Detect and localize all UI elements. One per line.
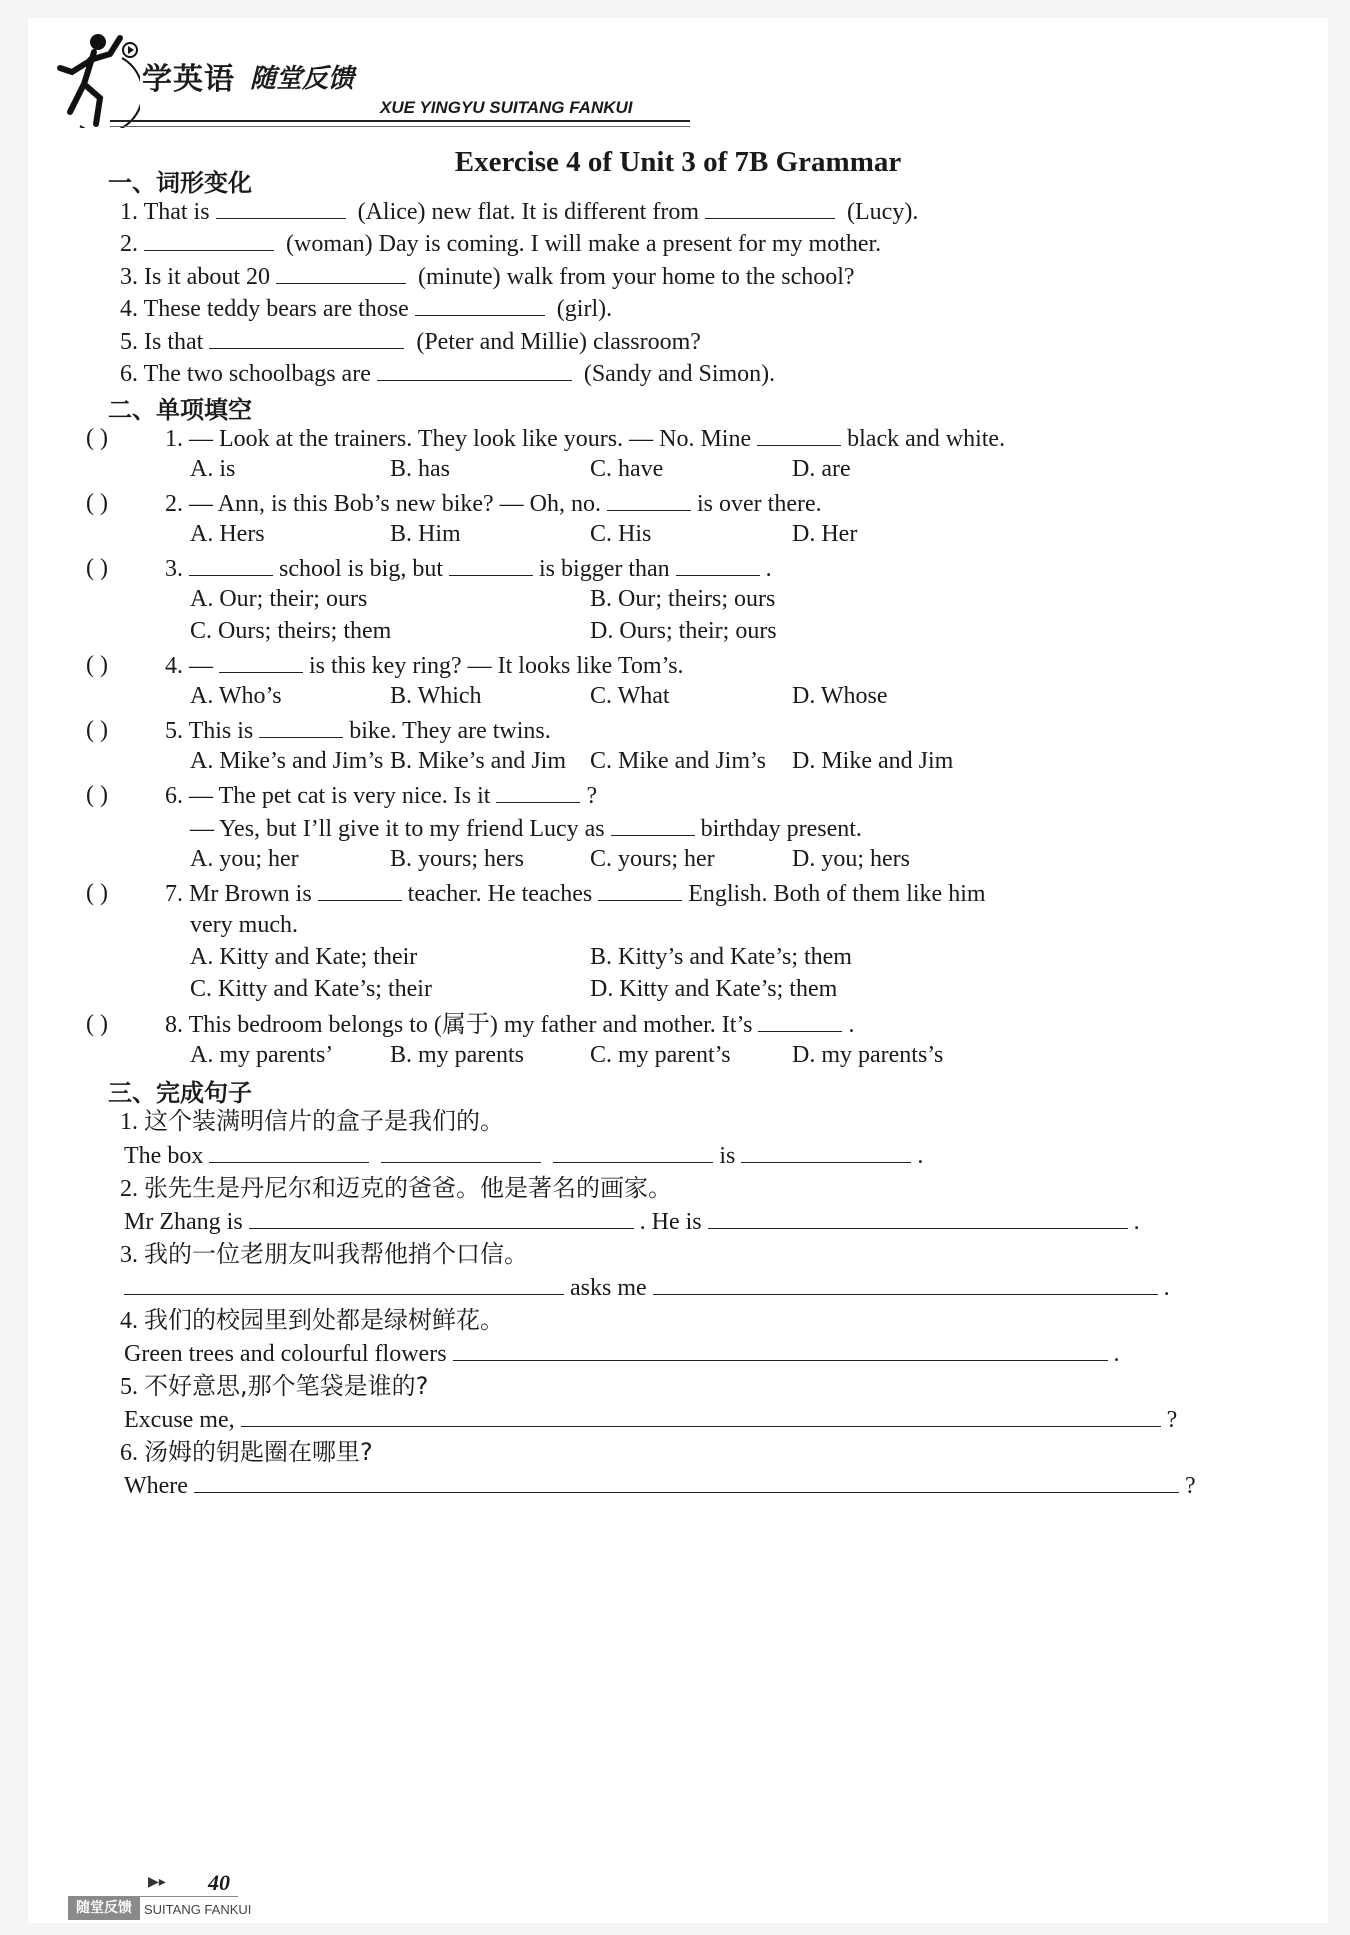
option-d[interactable]: D. are xyxy=(792,456,851,482)
translate-item-2-cn xyxy=(120,1173,672,1204)
question-text: ? xyxy=(586,783,598,809)
part1-item-5 xyxy=(120,326,701,357)
answer-blank[interactable] xyxy=(449,553,533,576)
answer-blank[interactable] xyxy=(708,1206,1128,1229)
question-text: 5. This is xyxy=(165,718,254,744)
question-text: . xyxy=(765,556,772,582)
answer-blank[interactable] xyxy=(553,1140,713,1163)
option-b[interactable]: B. Him xyxy=(390,521,461,547)
answer-blank[interactable] xyxy=(249,1206,634,1229)
answer-blank[interactable] xyxy=(496,780,580,803)
mc-question-6-line-2 xyxy=(190,813,862,844)
part1-item-6 xyxy=(120,358,775,389)
item-text: . xyxy=(917,1143,924,1169)
page-header xyxy=(50,28,690,138)
option-d[interactable]: D. my parents’s xyxy=(792,1042,944,1068)
answer-paren[interactable]: ( ) xyxy=(86,717,108,743)
option-b[interactable]: B. Our; theirs; ours xyxy=(590,586,776,612)
option-b[interactable]: B. has xyxy=(390,456,450,482)
option-a[interactable]: A. Kitty and Kate; their xyxy=(190,944,418,970)
chinese-sentence: 这个装满明信片的盒子是我们的。 xyxy=(144,1107,504,1135)
section-2-heading: 二、单项填空 xyxy=(108,396,252,424)
answer-paren[interactable]: ( ) xyxy=(86,555,108,581)
double-arrow-icon: ▶▸ xyxy=(148,1875,166,1890)
translate-item-6-cn xyxy=(120,1437,373,1468)
option-c[interactable]: C. have xyxy=(590,456,664,482)
mc-question-4 xyxy=(165,650,684,681)
part1-item-3 xyxy=(120,261,855,292)
mc-question-2 xyxy=(165,488,822,519)
option-b[interactable]: B. my parents xyxy=(390,1042,524,1068)
question-text: birthday present. xyxy=(700,816,862,842)
answer-blank[interactable] xyxy=(318,878,402,901)
option-d[interactable]: D. Kitty and Kate’s; them xyxy=(590,976,838,1002)
option-b[interactable]: B. Mike’s and Jim xyxy=(390,748,567,774)
option-a[interactable]: A. you; her xyxy=(190,846,299,872)
footer-badge: 随堂反馈 xyxy=(68,1896,140,1920)
translate-item-3-cn xyxy=(120,1239,528,1270)
option-d[interactable]: D. Mike and Jim xyxy=(792,748,954,774)
mc-question-7 xyxy=(165,878,986,909)
translate-item-4-en xyxy=(124,1338,1120,1369)
question-text: English. Both of them like him xyxy=(688,881,986,907)
translate-item-5-en xyxy=(124,1404,1177,1435)
option-b[interactable]: B. Kitty’s and Kate’s; them xyxy=(590,944,852,970)
answer-paren[interactable]: ( ) xyxy=(86,652,108,678)
option-c[interactable]: C. Ours; theirs; them xyxy=(190,618,392,644)
mc-question-3 xyxy=(165,553,772,584)
item-text: (Peter and Millie) classroom? xyxy=(416,329,701,355)
option-a[interactable]: A. Who’s xyxy=(190,683,282,709)
worksheet-page xyxy=(28,18,1328,1923)
item-number: 3. xyxy=(120,264,138,290)
item-number: 6. xyxy=(120,1440,138,1466)
header-rule xyxy=(110,120,690,122)
translate-item-6-en xyxy=(124,1470,1196,1501)
question-text: — Yes, but I’ll give it to my friend Lucy as xyxy=(190,816,605,842)
page-number: 40 xyxy=(208,1870,230,1895)
question-text: teacher. He teaches xyxy=(407,881,593,907)
question-text: 8. This bedroom belongs to (属于) my father and mother. It’s xyxy=(165,1012,753,1038)
option-a[interactable]: A. my parents’ xyxy=(190,1042,334,1068)
answer-blank[interactable] xyxy=(757,423,841,446)
option-c[interactable]: C. His xyxy=(590,521,652,547)
question-text: 2. — Ann, is this Bob’s new bike? — Oh, no. xyxy=(165,491,601,517)
answer-blank[interactable] xyxy=(259,715,343,738)
answer-blank[interactable] xyxy=(607,488,691,511)
question-text: . xyxy=(848,1012,855,1038)
answer-blank[interactable] xyxy=(194,1470,1179,1493)
question-text: is bigger than xyxy=(539,556,670,582)
item-number: 5. xyxy=(120,329,138,355)
translate-item-2-en xyxy=(124,1206,1140,1237)
option-a[interactable]: A. Mike’s and Jim’s xyxy=(190,748,384,774)
section-1-heading: 一、词形变化 xyxy=(108,169,252,197)
item-text: is xyxy=(719,1143,736,1169)
answer-blank[interactable] xyxy=(453,1338,1108,1361)
option-c[interactable]: C. my parent’s xyxy=(590,1042,731,1068)
answer-blank[interactable] xyxy=(216,196,346,219)
item-text: Is it about 20 xyxy=(144,264,270,290)
question-text: 6. — The pet cat is very nice. Is it xyxy=(165,783,491,809)
item-number: 2. xyxy=(120,231,138,257)
part1-item-4 xyxy=(120,293,612,324)
item-text: Excuse me, xyxy=(124,1407,235,1433)
runner-logo-icon xyxy=(50,28,140,128)
mc-question-5 xyxy=(165,715,551,746)
item-text: . xyxy=(1113,1341,1120,1367)
chinese-sentence: 张先生是丹尼尔和迈克的爸爸。他是著名的画家。 xyxy=(144,1174,672,1202)
answer-blank[interactable] xyxy=(381,1140,541,1163)
item-number: 4. xyxy=(120,1308,138,1334)
answer-blank[interactable] xyxy=(209,326,404,349)
item-text: That is xyxy=(143,199,210,225)
option-a[interactable]: A. is xyxy=(190,456,236,482)
answer-blank[interactable] xyxy=(741,1140,911,1163)
mc-question-1 xyxy=(165,423,1005,454)
answer-blank[interactable] xyxy=(598,878,682,901)
answer-blank[interactable] xyxy=(653,1272,1158,1295)
item-number: 2. xyxy=(120,1176,138,1202)
answer-blank[interactable] xyxy=(415,293,545,316)
question-text: school is big, but xyxy=(279,556,444,582)
mc-question-7-line-2: very much. xyxy=(190,912,298,938)
item-text: ? xyxy=(1166,1407,1178,1433)
answer-blank[interactable] xyxy=(276,261,406,284)
item-text: The box xyxy=(124,1143,204,1169)
item-text: (girl). xyxy=(556,296,613,322)
page-title: Exercise 4 of Unit 3 of 7B Grammar xyxy=(454,146,902,178)
option-c[interactable]: C. Kitty and Kate’s; their xyxy=(190,976,432,1002)
item-text: (Lucy). xyxy=(847,199,919,225)
answer-paren[interactable]: ( ) xyxy=(86,782,108,808)
answer-blank[interactable] xyxy=(219,650,303,673)
option-a[interactable]: A. Our; their; ours xyxy=(190,586,368,612)
translate-item-3-en xyxy=(118,1272,1170,1303)
item-text: ? xyxy=(1184,1473,1196,1499)
item-text: . He is xyxy=(639,1209,702,1235)
header-cn-title: 学英语 xyxy=(142,62,235,97)
answer-blank[interactable] xyxy=(144,228,274,251)
answer-paren[interactable]: ( ) xyxy=(86,490,108,516)
option-d[interactable]: D. Her xyxy=(792,521,858,547)
option-d[interactable]: D. you; hers xyxy=(792,846,910,872)
answer-paren[interactable]: ( ) xyxy=(86,1011,108,1037)
question-text: 7. Mr Brown is xyxy=(165,881,312,907)
item-number: 1. xyxy=(120,1109,138,1135)
translate-item-4-cn xyxy=(120,1305,504,1336)
header-cn-subtitle: 随堂反馈 xyxy=(250,64,355,94)
option-c[interactable]: C. yours; her xyxy=(590,846,715,872)
answer-blank[interactable] xyxy=(676,553,760,576)
option-d[interactable]: D. Whose xyxy=(792,683,888,709)
chinese-sentence: 我的一位老朋友叫我帮他捎个口信。 xyxy=(144,1240,528,1268)
part1-item-1 xyxy=(120,196,918,227)
item-text: Where xyxy=(124,1473,188,1499)
option-b[interactable]: B. yours; hers xyxy=(390,846,524,872)
mc-question-6 xyxy=(165,780,597,811)
question-text: 3. xyxy=(165,556,183,582)
answer-blank[interactable] xyxy=(758,1009,842,1032)
answer-blank[interactable] xyxy=(241,1404,1161,1427)
item-text: . xyxy=(1133,1209,1140,1235)
answer-blank[interactable] xyxy=(209,1140,369,1163)
item-text: The two schoolbags are xyxy=(143,361,371,387)
answer-paren[interactable]: ( ) xyxy=(86,880,108,906)
item-number: 3. xyxy=(120,1242,138,1268)
answer-blank[interactable] xyxy=(124,1272,564,1295)
option-a[interactable]: A. Hers xyxy=(190,521,265,547)
question-text: is over there. xyxy=(697,491,822,517)
chinese-sentence: 不好意思,那个笔袋是谁的? xyxy=(144,1372,429,1400)
footer-badge-en: SUITANG FANKUI xyxy=(144,1902,252,1917)
question-text: black and white. xyxy=(847,426,1006,452)
answer-blank[interactable] xyxy=(611,813,695,836)
header-en-title: XUE YINGYU SUITANG FANKUI xyxy=(380,98,633,117)
option-d[interactable]: D. Ours; their; ours xyxy=(590,618,777,644)
item-text: Mr Zhang is xyxy=(124,1209,243,1235)
question-text: 1. — Look at the trainers. They look like yours. — No. Mine xyxy=(165,426,752,452)
item-text: (Alice) new flat. It is different from xyxy=(357,199,700,225)
option-c[interactable]: C. Mike and Jim’s xyxy=(590,748,767,774)
option-b[interactable]: B. Which xyxy=(390,683,482,709)
item-text: Green trees and colourful flowers xyxy=(124,1341,447,1367)
answer-blank[interactable] xyxy=(189,553,273,576)
item-text: (minute) walk from your home to the school? xyxy=(418,264,855,290)
chinese-sentence: 汤姆的钥匙圈在哪里? xyxy=(144,1438,373,1466)
translate-item-5-cn xyxy=(120,1371,428,1402)
item-text: These teddy bears are those xyxy=(143,296,409,322)
answer-blank[interactable] xyxy=(377,358,572,381)
item-text: . xyxy=(1163,1275,1170,1301)
question-text: is this key ring? — It looks like Tom’s. xyxy=(309,653,684,679)
answer-paren[interactable]: ( ) xyxy=(86,425,108,451)
question-text: 4. — xyxy=(165,653,213,679)
question-text: bike. They are twins. xyxy=(349,718,551,744)
mc-question-8 xyxy=(165,1009,854,1040)
item-text: (woman) Day is coming. I will make a present for my mother. xyxy=(286,231,882,257)
translate-item-1-en xyxy=(124,1140,923,1171)
section-3-heading: 三、完成句子 xyxy=(108,1079,252,1107)
part1-item-2 xyxy=(120,228,881,259)
item-text: (Sandy and Simon). xyxy=(583,361,776,387)
chinese-sentence: 我们的校园里到处都是绿树鲜花。 xyxy=(144,1306,504,1334)
answer-blank[interactable] xyxy=(705,196,835,219)
item-number: 4. xyxy=(120,296,138,322)
translate-item-1-cn xyxy=(120,1106,504,1137)
item-text: asks me xyxy=(570,1275,647,1301)
header-rule-thin xyxy=(110,126,690,127)
item-number: 6. xyxy=(120,361,138,387)
option-c[interactable]: C. What xyxy=(590,683,670,709)
item-number: 5. xyxy=(120,1374,138,1400)
item-number: 1. xyxy=(120,199,138,225)
item-text: Is that xyxy=(144,329,204,355)
